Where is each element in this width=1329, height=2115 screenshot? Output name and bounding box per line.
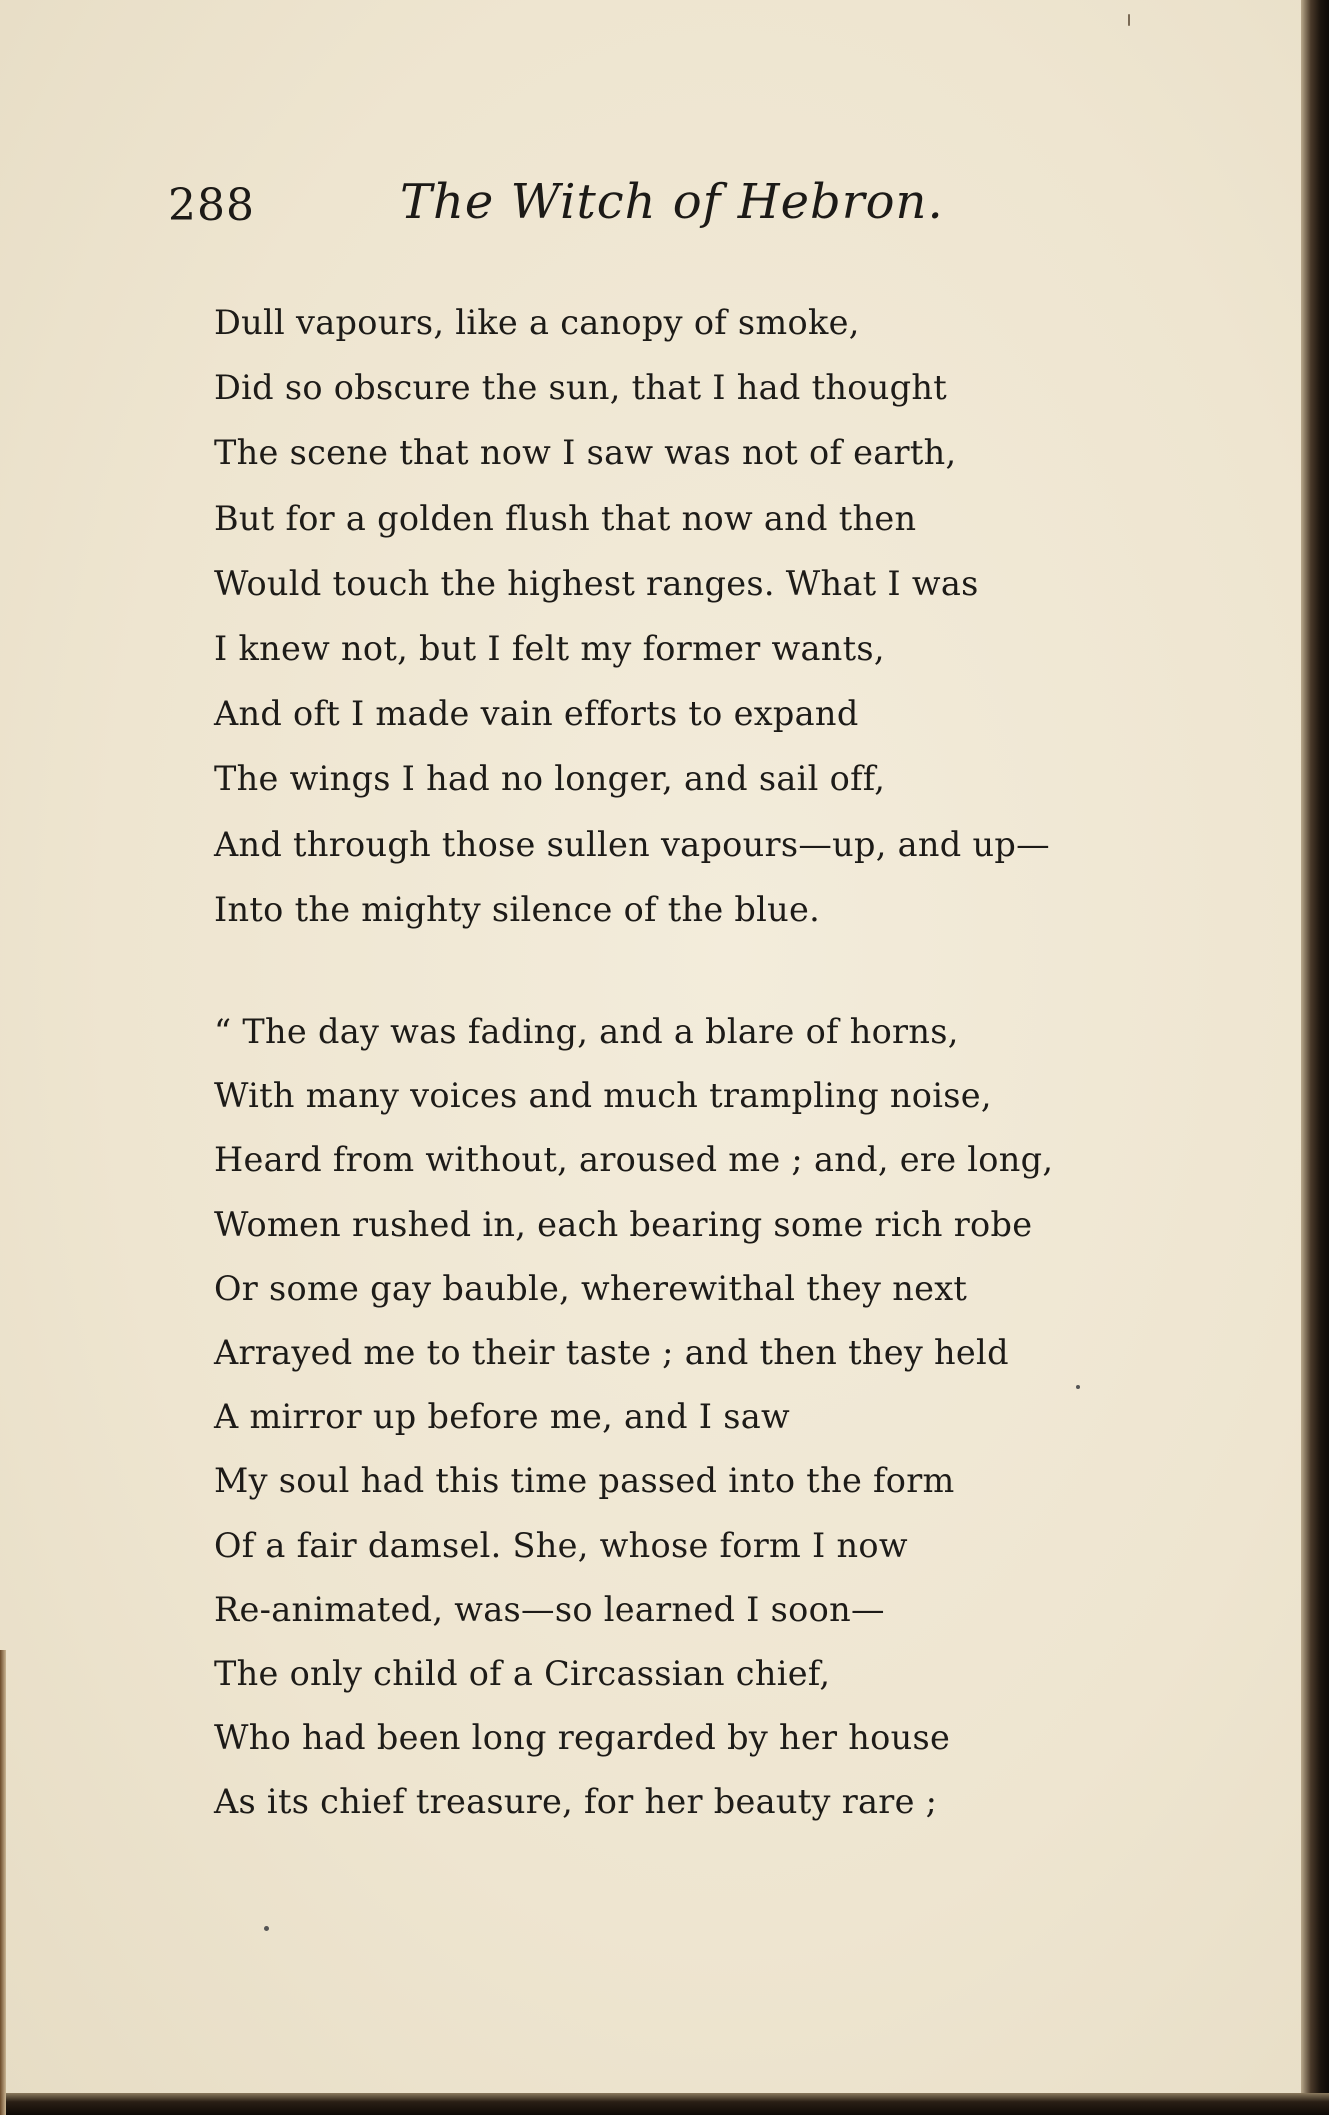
- stanza-1: [214, 290, 1050, 942]
- verse-line: Who had been long regarded by her house: [214, 1718, 951, 1758]
- verse-line: Or some gay bauble, wherewithal they next: [214, 1268, 968, 1308]
- paper-speck: [264, 1926, 269, 1931]
- running-head: [168, 174, 944, 250]
- verse-line: Arrayed me to their taste ; and then they held: [214, 1332, 1009, 1372]
- verse-line: The only child of a Circassian chief,: [214, 1653, 831, 1693]
- paper-speck: [1128, 14, 1130, 26]
- verse-line: Into the mighty silence of the blue.: [214, 889, 821, 929]
- verse-line: Women rushed in, each bearing some rich robe: [214, 1204, 1033, 1244]
- verse-line: Did so obscure the sun, that I had thought: [214, 368, 947, 408]
- page-left-edge: [0, 1650, 6, 2115]
- verse-line: A mirror up before me, and I saw: [214, 1397, 791, 1437]
- verse-line: With many voices and much trampling noise,: [214, 1076, 992, 1116]
- verse-line: Heard from without, aroused me ; and, ere long,: [214, 1140, 1054, 1180]
- verse-line: And oft I made vain efforts to expand: [214, 694, 859, 734]
- verse-line: Re-animated, was—so learned I soon—: [214, 1589, 885, 1629]
- page-bottom-edge: [0, 2093, 1329, 2115]
- verse-line: The scene that now I saw was not of earth,: [214, 433, 957, 473]
- verse-line: I knew not, but I felt my former wants,: [214, 628, 885, 668]
- verse-line: My soul had this time passed into the form: [214, 1461, 955, 1501]
- verse-line: And through those sullen vapours—up, and up—: [214, 824, 1050, 864]
- verse-line: As its chief treasure, for her beauty rare ;: [214, 1782, 938, 1822]
- paper-speck: [1076, 1385, 1080, 1389]
- verse-line: The wings I had no longer, and sail off,: [214, 759, 886, 799]
- stanza-2: [214, 1000, 1053, 1834]
- verse-line: Would touch the highest ranges. What I was: [214, 563, 979, 603]
- verse-line: Dull vapours, like a canopy of smoke,: [214, 303, 860, 342]
- verse-line: But for a golden flush that now and then: [214, 498, 917, 538]
- verse-line: “ The day was fading, and a blare of horns,: [214, 1012, 959, 1051]
- page-binding-edge: [1301, 0, 1329, 2115]
- verse-line: Of a fair damsel. She, whose form I now: [214, 1525, 908, 1565]
- page-number: 288: [168, 180, 255, 231]
- book-title: The Witch of Hebron.: [400, 174, 944, 230]
